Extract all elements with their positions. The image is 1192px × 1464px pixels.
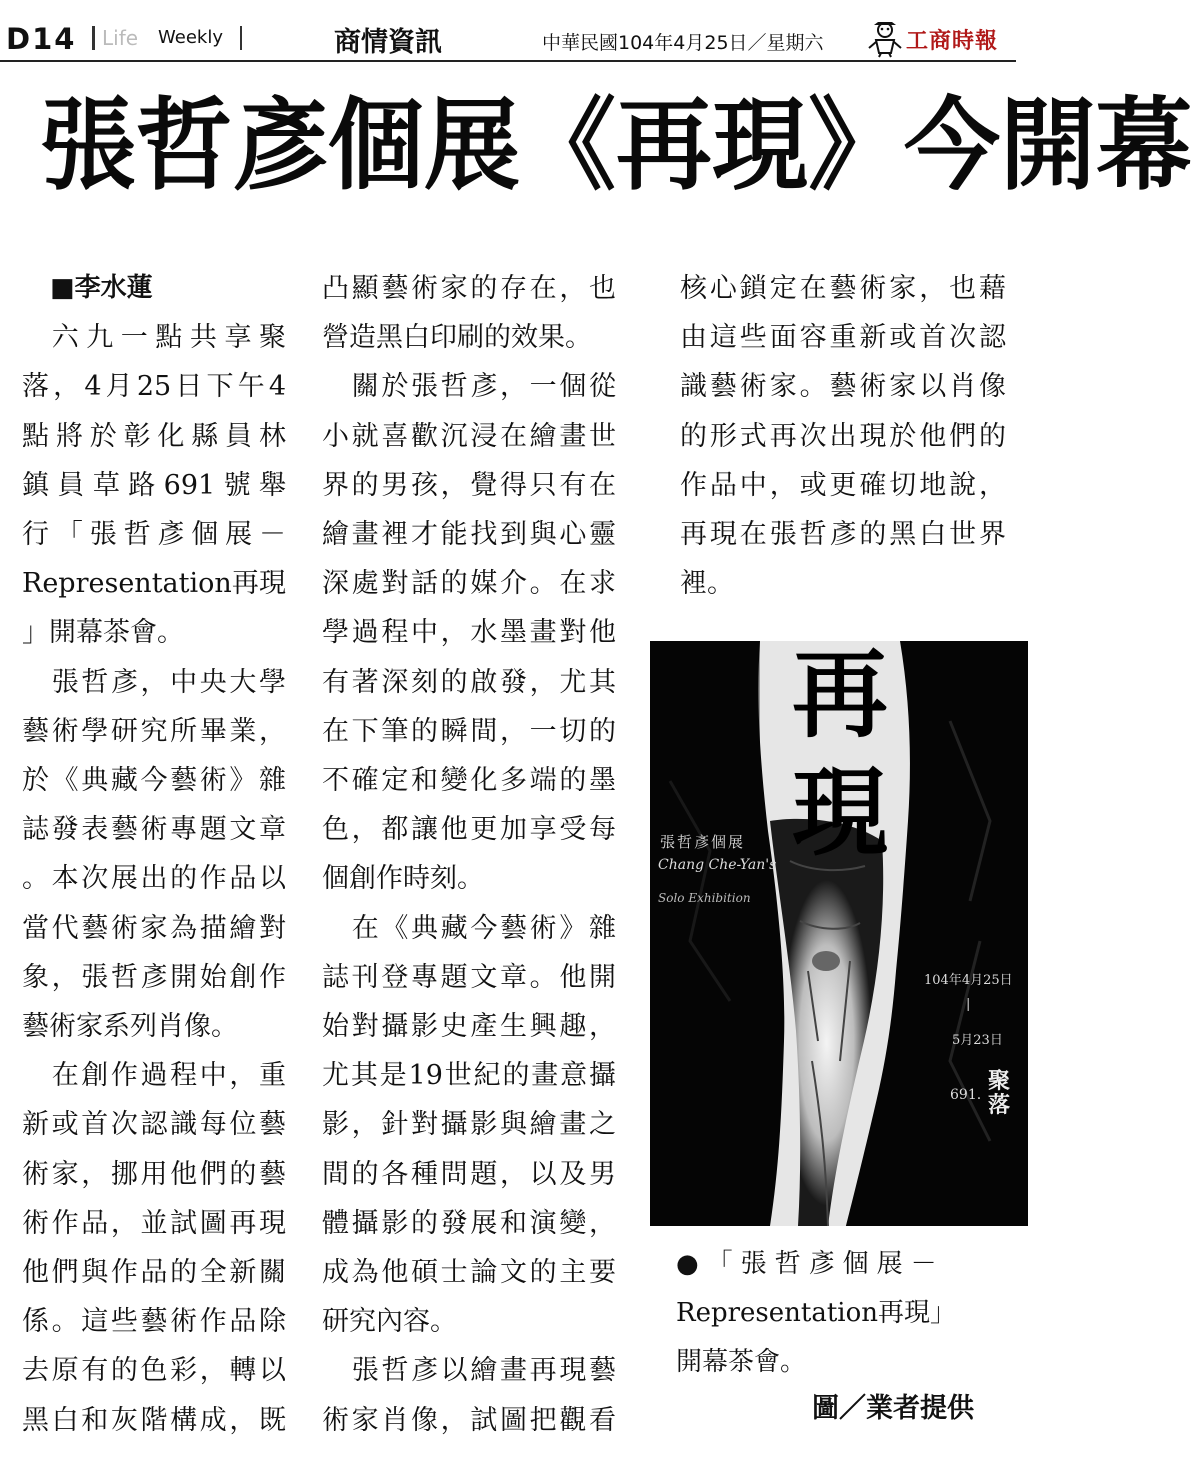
- article-line: 研究內容。: [322, 1306, 457, 1338]
- article-line: 由這些面容重新或首次認: [680, 322, 1006, 354]
- article-line: 當代藝術家為描繪對: [22, 912, 286, 944]
- article-line: 學過程中，水墨畫對他: [322, 617, 616, 649]
- article-line: 裡。: [680, 568, 734, 600]
- article-line: 作品中，或更確切地說，: [680, 469, 1006, 501]
- caption-line: 開幕茶會。: [676, 1347, 807, 1377]
- article-line: 繪畫裡才能找到與心靈: [322, 519, 616, 551]
- header-divider: [240, 26, 242, 50]
- article-line: 鎮員草路691號舉: [22, 469, 286, 501]
- headline: 張哲彥個展《再現》今開幕: [40, 87, 1192, 204]
- issue-date: 中華民國104年4月25日／星期六: [542, 32, 824, 54]
- byline: ■李水蓮: [50, 273, 153, 303]
- article-line: 象，張哲彥開始創作: [22, 961, 286, 993]
- publication-logo: 工商時報: [906, 28, 999, 54]
- article-line: 他們與作品的全新關: [22, 1257, 286, 1289]
- article-line: 術家肖像，試圖把觀看: [322, 1404, 616, 1436]
- poster-date-to: 5月23日: [952, 1033, 1003, 1048]
- article-column-3: [680, 264, 1006, 608]
- article-line: 始對攝影史產生興趣，: [322, 1011, 616, 1043]
- article-line: 界的男孩，覺得只有在: [322, 469, 616, 501]
- article-column-2: [322, 264, 616, 1445]
- poster-date-sep: |: [966, 997, 971, 1012]
- article-line: 色，都讓他更加享受每: [322, 814, 616, 846]
- article-line: 影，針對攝影與繪畫之: [322, 1109, 616, 1141]
- article-line: 有著深刻的啟發，尤其: [322, 666, 616, 698]
- article-line: 再現在張哲彥的黑白世界: [680, 519, 1006, 551]
- poster-label-cn: 張哲彥個展: [660, 833, 746, 851]
- article-line: 」開幕茶會。: [22, 617, 184, 649]
- article-line: 藝術學研究所畢業，: [22, 715, 286, 747]
- article-line: 成為他碩士論文的主要: [322, 1257, 616, 1289]
- article-line: 核心鎖定在藝術家，也藉: [680, 273, 1006, 304]
- poster-title-1: 再: [792, 638, 888, 751]
- article-line: 尤其是19世紀的畫意攝: [322, 1060, 616, 1092]
- caption-line: ●「張哲彥個展－: [676, 1249, 945, 1279]
- article-line: 。本次展出的作品以: [22, 863, 286, 895]
- article-line: 個創作時刻。: [322, 863, 484, 895]
- exhibition-poster: [650, 638, 1028, 1226]
- article-line: 術家，挪用他們的藝: [22, 1158, 286, 1190]
- caption-line: Representation再現」: [676, 1298, 957, 1328]
- article-line: 六九一點共享聚: [51, 322, 286, 354]
- life-label: Life: [102, 26, 139, 50]
- header-rule: [0, 60, 1016, 62]
- article-line: 在下筆的瞬間，一切的: [322, 715, 616, 747]
- mascot-icon: [866, 20, 904, 58]
- article-line: 於《典藏今藝術》雜: [22, 765, 286, 797]
- article-line: 不確定和變化多端的墨: [322, 765, 616, 797]
- poster-venue-number: 691.: [950, 1087, 982, 1103]
- article-line: 去原有的色彩，轉以: [22, 1355, 286, 1387]
- article-line: 藝術家系列肖像。: [22, 1011, 238, 1043]
- article-line: 間的各種問題，以及男: [322, 1158, 616, 1190]
- article-line: Representation再現: [22, 568, 286, 600]
- article-line: 體攝影的發展和演變，: [322, 1207, 616, 1239]
- page-number: D14: [6, 22, 77, 56]
- article-line: 識藝術家。藝術家以肖像: [680, 371, 1006, 403]
- article-line: 行「張哲彥個展－: [22, 519, 286, 551]
- article-line: 係。這些藝術作品除: [22, 1306, 286, 1338]
- article-line: 黑白和灰階構成，既: [22, 1404, 286, 1436]
- article-line: 深處對話的媒介。在求: [322, 568, 616, 600]
- article-line: 張哲彥以繪畫再現藝: [351, 1355, 616, 1387]
- poster-venue-name: 聚落: [988, 1068, 1011, 1118]
- article-line: 在《典藏今藝術》雜: [351, 912, 616, 944]
- article-line: 誌刊登專題文章。他開: [322, 961, 616, 993]
- article-line: 關於張哲彥，一個從: [351, 371, 616, 403]
- article-line: 落，4月25日下午4: [22, 371, 286, 403]
- photo-caption: [676, 1240, 994, 1387]
- header-divider: [92, 26, 95, 50]
- page-header: [0, 18, 1016, 62]
- article-line: 張哲彥，中央大學: [51, 666, 286, 698]
- article-line: 營造黑白印刷的效果。: [322, 322, 592, 354]
- article-line: 點將於彰化縣員林: [22, 420, 286, 452]
- article-line: 凸顯藝術家的存在，也: [322, 273, 616, 304]
- article-line: 在創作過程中，重: [51, 1060, 286, 1092]
- poster-label-en: Solo Exhibition: [658, 891, 751, 905]
- article-line: 誌發表藝術專題文章: [22, 814, 286, 846]
- article-line: 術作品，並試圖再現: [22, 1207, 286, 1239]
- poster-title-2: 現: [792, 756, 888, 869]
- article-line: 的形式再次出現於他們的: [680, 420, 1006, 452]
- poster-label-en: Chang Che-Yan's: [658, 857, 777, 873]
- weekly-label: Weekly: [158, 27, 223, 48]
- section-title: 商情資訊: [334, 27, 442, 58]
- article-line: 新或首次認識每位藝: [22, 1109, 286, 1141]
- photo-credit: 圖／業者提供: [812, 1393, 974, 1424]
- article-line: 小就喜歡沉浸在繪畫世: [322, 420, 616, 452]
- poster-date-from: 104年4月25日: [924, 973, 1013, 988]
- article-column-1: [22, 264, 286, 1445]
